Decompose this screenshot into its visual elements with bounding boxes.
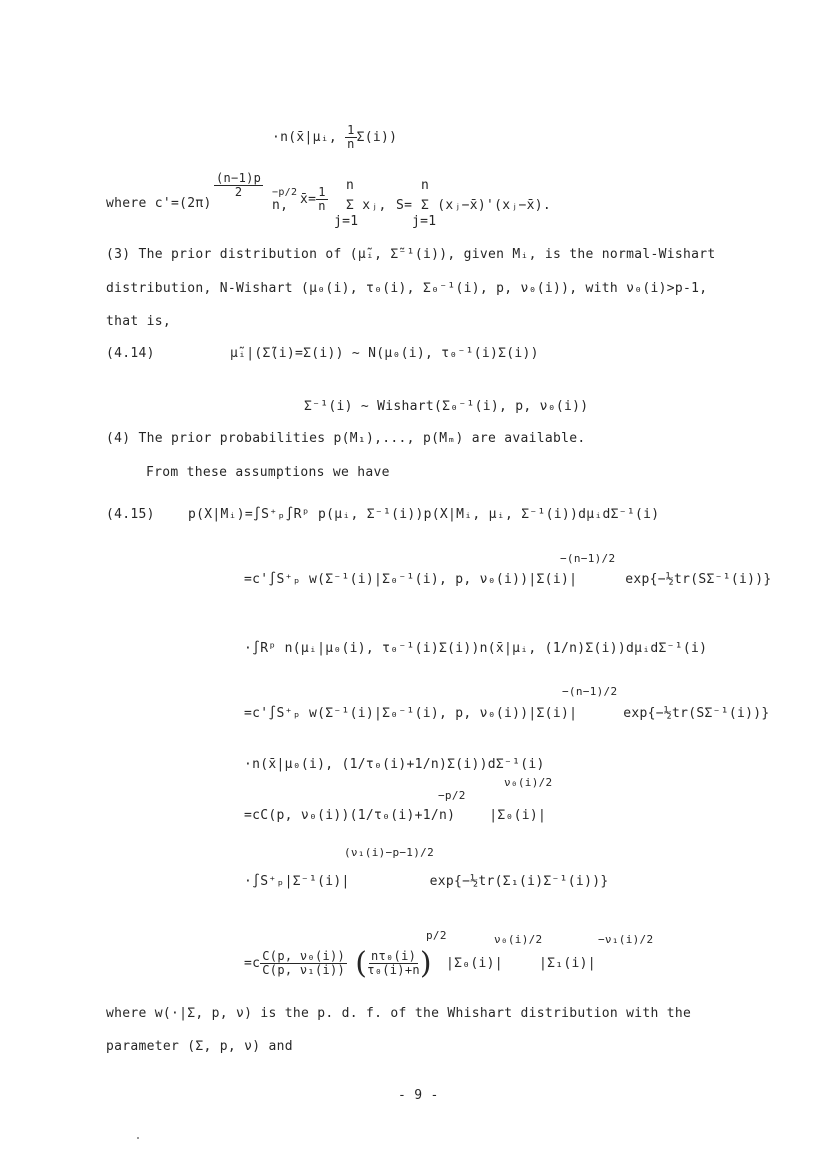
frac-num: C(p, ν₀(i))	[262, 949, 346, 963]
eq-text: exp{−½tr(SΣ⁻¹(i))}	[625, 572, 772, 587]
para-3-line-3	[106, 314, 171, 329]
eq-line-8-exp2	[598, 932, 653, 947]
fraction	[260, 950, 347, 977]
sum-limit: j=1	[334, 214, 359, 229]
sum-limit: n	[346, 178, 355, 193]
eq-text: Σ xⱼ,	[346, 198, 387, 213]
eq-text: Σ⁻¹(i) ~ Wishart(Σ₀⁻¹(i), p, ν₀(i))	[304, 399, 589, 414]
whishart-line-1	[106, 1006, 691, 1021]
page-num: - 9 -	[398, 1088, 439, 1103]
eq-exponent: −(n−1)/2	[562, 685, 618, 698]
text: From these assumptions we have	[146, 465, 390, 480]
scan-speck	[137, 1137, 139, 1139]
eq-exponent: (ν₁(i)−p−1)/2	[344, 846, 434, 859]
eq-text: Σ (xⱼ−x̄)'(xⱼ−x̄).	[421, 198, 552, 213]
eq-line-8-exp1	[494, 932, 542, 947]
frac-num: 1	[318, 185, 326, 199]
sum1-top	[346, 178, 354, 193]
fraction	[367, 950, 420, 977]
fraction	[214, 172, 263, 199]
xbar-definition	[300, 186, 328, 213]
eq-text: x̄=	[300, 192, 317, 207]
frac-num: 1	[347, 123, 355, 137]
para-4	[106, 431, 585, 446]
eq-line-6-exp1	[438, 788, 466, 803]
eq-4-15-line-7	[244, 874, 608, 889]
para-3-line-1	[106, 247, 716, 262]
eq-text: exp{−½tr(Σ₁(i)Σ⁻¹(i))}	[429, 874, 609, 889]
eq-label: (4.15)	[106, 507, 155, 522]
frac-den: 2	[234, 185, 243, 199]
eq-text: ·n(x̄|μᵢ,	[272, 130, 346, 145]
c-exponent	[214, 172, 263, 199]
text: (3) The prior distribution of (μ̃ᵢ, Σ̃⁻¹(i)), given Mᵢ, is the normal-Wishart	[106, 247, 716, 262]
text: where w(·|Σ, p, ν) is the p. d. f. of the Whishart distribution with the	[106, 1006, 692, 1021]
n-base: n,	[272, 198, 289, 213]
from-assumptions	[146, 465, 390, 480]
n-exp: −p/2	[272, 187, 298, 198]
text: parameter (Σ, p, ν) and	[106, 1039, 293, 1054]
sum-limit: j=1	[412, 214, 437, 229]
sum1-bottom	[334, 214, 358, 229]
frac-den: n	[318, 199, 326, 213]
eq-4-15-label	[106, 507, 155, 522]
eq-4-15-line-8	[244, 946, 596, 981]
eq-text: S=	[396, 198, 413, 213]
eq-text: p(X|Mᵢ)=∫S⁺ₚ∫Rᵖ p(μᵢ, Σ⁻¹(i))p(X|Mᵢ, μᵢ, Σ⁻¹(i))dμᵢdΣ⁻¹(i)	[188, 507, 660, 522]
eq-text: =c'∫S⁺ₚ w(Σ⁻¹(i)|Σ₀⁻¹(i), p, ν₀(i))|Σ(i)|	[244, 572, 578, 587]
n-power	[272, 184, 297, 199]
fraction	[345, 124, 357, 151]
eq-line-normal-x	[272, 124, 397, 151]
right-paren: )	[419, 946, 432, 981]
frac-den: n	[347, 137, 355, 151]
eq-text: =cC(p, ν₀(i))(1/τ₀(i)+1/n)	[244, 808, 456, 823]
eq-exponent: ν₀(i)/2	[504, 776, 553, 789]
text: that is,	[106, 314, 172, 329]
eq-exponent: p/2	[426, 929, 447, 942]
where-c-line	[106, 196, 212, 211]
eq-line-4-exp	[562, 684, 617, 699]
para-3-line-2	[106, 281, 707, 296]
eq-label: (4.14)	[106, 346, 155, 361]
eq-line-7-exp	[344, 845, 434, 860]
s-definition	[396, 198, 412, 213]
eq-text: |Σ₀(i)|	[446, 956, 503, 971]
frac-num: (n−1)p	[216, 171, 262, 185]
eq-line-8-pexp	[426, 928, 447, 943]
frac-num: nτ₀(i)	[370, 949, 417, 963]
eq-text: =c'∫S⁺ₚ w(Σ⁻¹(i)|Σ₀⁻¹(i), p, ν₀(i))|Σ(i)|	[244, 706, 578, 721]
text: distribution, N-Wishart (μ₀(i), τ₀(i), Σ₀⁻¹(i), p, ν₀(i)), with ν₀(i)>p-1,	[106, 281, 708, 296]
fraction	[316, 186, 328, 213]
eq-text: =c	[244, 956, 261, 971]
sum2-body	[421, 198, 551, 213]
eq-exponent: −p/2	[438, 789, 466, 802]
eq-4-15-line-1	[188, 507, 659, 522]
eq-4-15-line-3	[244, 641, 707, 656]
eq-text: ·∫S⁺ₚ|Σ⁻¹(i)|	[244, 874, 350, 889]
text: (4) The prior probabilities p(M₁),..., p(Mₘ) are available.	[106, 431, 586, 446]
eq-text: n	[272, 198, 281, 213]
eq-text: Σ(i))	[356, 130, 398, 145]
sum1-body	[346, 198, 387, 213]
left-paren: (	[355, 946, 368, 981]
eq-text: |Σ₀(i)|	[489, 808, 547, 823]
eq-line-6-exp2	[504, 775, 552, 790]
frac-den: τ₀(i)+n	[367, 963, 420, 977]
sum-limit: n	[421, 178, 430, 193]
eq-4-15-line-6	[244, 808, 546, 823]
eq-text: ·∫Rᵖ n(μᵢ|μ₀(i), τ₀⁻¹(i)Σ(i))n(x̄|μᵢ, (1/n)Σ(i))dμᵢdΣ⁻¹(i)	[244, 641, 708, 656]
page-number	[398, 1088, 439, 1103]
eq-text: exp{−½tr(SΣ⁻¹(i))}	[623, 706, 770, 721]
eq-exponent: −ν₁(i)/2	[598, 933, 654, 946]
eq-text: where c'=(2π)	[106, 196, 212, 211]
sum2-bottom	[412, 214, 436, 229]
eq-text: ·n(x̄|μ₀(i), (1/τ₀(i)+1/n)Σ(i))dΣ⁻¹(i)	[244, 757, 545, 772]
eq-4-14-line-a	[230, 346, 539, 361]
whishart-line-2	[106, 1039, 293, 1054]
eq-text: |Σ₁(i)|	[538, 956, 596, 971]
eq-4-15-line-4	[244, 706, 769, 721]
eq-text: μ̃ᵢ|(Σ̃(i)=Σ(i)) ~ N(μ₀(i), τ₀⁻¹(i)Σ(i))	[230, 346, 539, 361]
eq-4-14-line-b	[304, 399, 588, 414]
eq-exponent: −(n−1)/2	[560, 552, 616, 565]
sum2-top	[421, 178, 429, 193]
eq-exponent: ν₀(i)/2	[494, 933, 543, 946]
eq-4-14-label	[106, 346, 155, 361]
eq-4-15-line-2	[244, 572, 771, 587]
eq-4-15-line-5	[244, 757, 545, 772]
eq-line-2-exp	[560, 551, 615, 566]
frac-den: C(p, ν₁(i))	[262, 963, 346, 977]
